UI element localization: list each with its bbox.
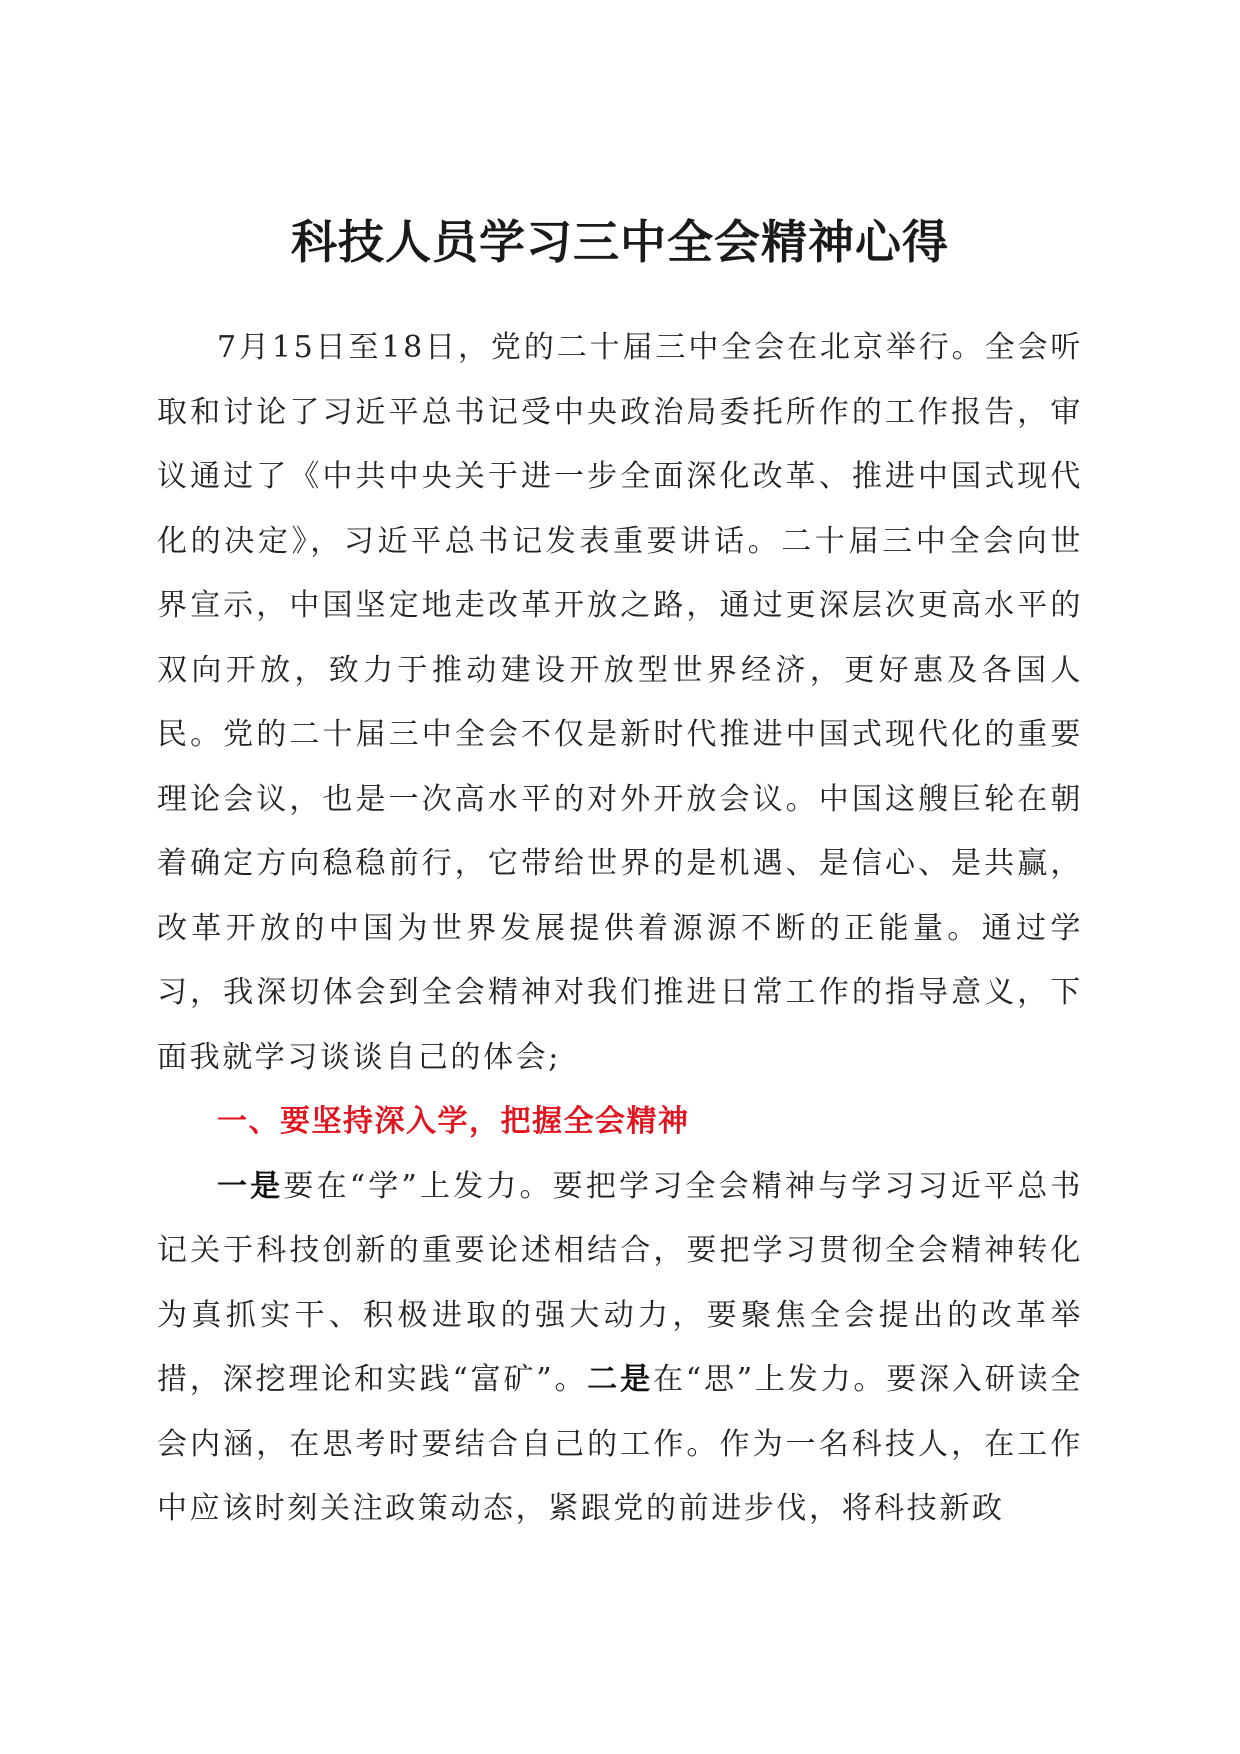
document-title: 科技人员学习三中全会精神心得	[291, 215, 949, 269]
paragraph-2-text-1: 要在“学”上发力。要把学习全会精神与学习习近平总书记关于科技创新的重要论述相结合，要把学习贯彻全会精神转化为真抓实干、积极进取的强大动力，要聚焦全会提出的改革举措，深挖理论和实践“富矿”。	[157, 1168, 1083, 1397]
paragraph-2-text-2: 在“思”上发力。要深入研读全会内涵，在思考时要结合自己的工作。作为一名科技人，在工作中应该时刻关注政策动态，紧跟党的前进步伐，将科技新政	[157, 1362, 1084, 1526]
lead-phrase-second: 二是	[587, 1362, 653, 1397]
lead-phrase-first: 一是	[217, 1168, 284, 1204]
body-paragraph-2	[157, 1155, 1083, 1542]
intro-paragraph: 7月15日至18日，党的二十届三中全会在北京举行。全会听取和讨论了习近平总书记受中央政治局委托所作的工作报告，审议通过了《中共中央关于进一步全面深化改革、推进中国式现代化的决定》，习近平总书记发表重要讲话。二十届三中全会向世界宣示，中国坚定地走改革开放之路，通过更深层次更高水平的双向开放，致力于推动建设开放型世界经济，更好惠及各国人民。党的二十届三中全会不仅是新时代推进中国式现代化的重要理论会议，也是一次高水平的对外开放会议。中国这艘巨轮在朝着确定方向稳稳前行，它带给世界的是机遇、是信心、是共赢，改革开放的中国为世界发展提供着源源不断的正能量。通过学习，我深切体会到全会精神对我们推进日常工作的指导意义，下面我就学习谈谈自己的体会;	[157, 330, 1083, 1075]
document-body	[157, 316, 1083, 1542]
section-heading-1: 一、要坚持深入学，把握全会精神	[217, 1104, 690, 1139]
